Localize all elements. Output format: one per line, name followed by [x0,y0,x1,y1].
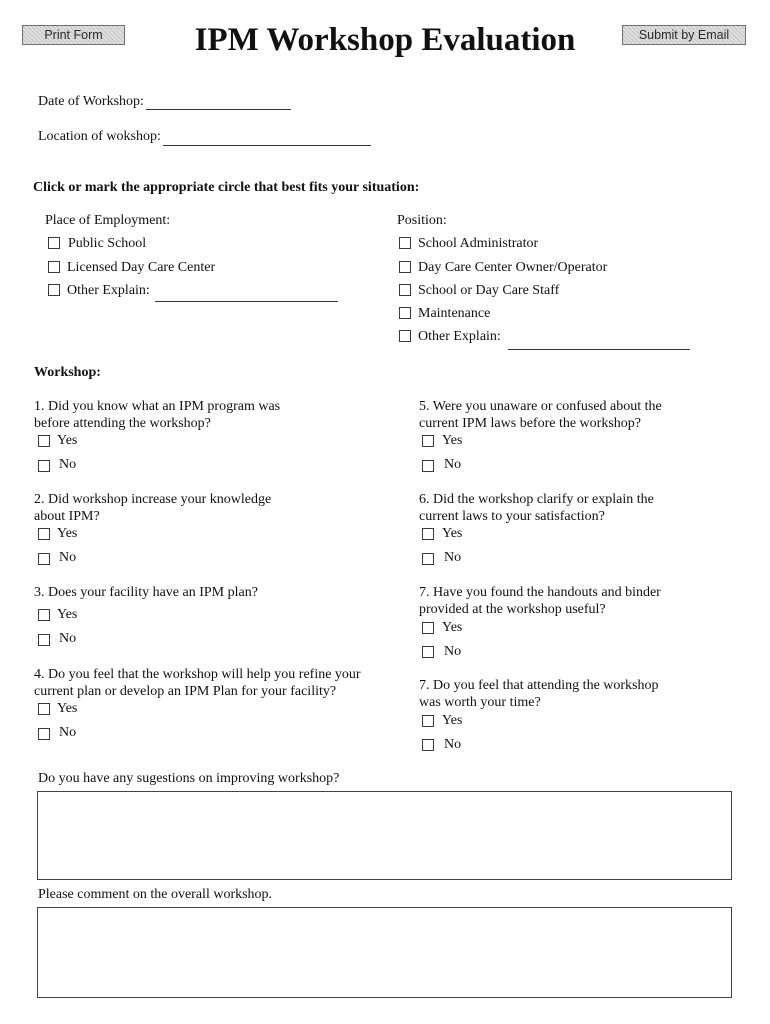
location-field[interactable] [163,145,371,146]
q1-no-checkbox[interactable] [38,460,50,472]
page-title: IPM Workshop Evaluation [194,22,576,58]
checkbox-school-staff[interactable] [399,284,411,296]
question-2: 2. Did workshop increase your knowledge about IPM? [34,492,272,524]
q2-no-label: No [59,550,77,565]
q3-no-checkbox[interactable] [38,634,50,646]
checkbox-licensed-day-care[interactable] [48,261,60,273]
question-6: 6. Did the workshop clarify or explain the current laws to your satisfaction? [419,492,654,524]
q4-yes-checkbox[interactable] [38,703,50,715]
option-school-staff: School or Day Care Staff [418,283,560,298]
question-3: 3. Does your facility have an IPM plan? [34,585,258,600]
q4-no-label: No [59,725,77,740]
q7a-yes-checkbox[interactable] [422,622,434,634]
q5-yes-checkbox[interactable] [422,435,434,447]
location-label: Location of wokshop: [38,129,161,144]
checkbox-school-administrator[interactable] [399,237,411,249]
submit-by-email-button[interactable]: Submit by Email [622,25,746,45]
q5-no-label: No [444,457,462,472]
q3-yes-checkbox[interactable] [38,609,50,621]
checkbox-day-care-owner[interactable] [399,261,411,273]
employment-label: Place of Employment: [45,213,171,228]
checkbox-maintenance[interactable] [399,307,411,319]
option-position-other: Other Explain: [418,329,501,344]
question-5: 5. Were you unaware or confused about the current IPM laws before the workshop? [419,399,662,431]
option-school-administrator: School Administrator [418,236,539,251]
checkbox-public-school[interactable] [48,237,60,249]
option-public-school: Public School [68,236,147,251]
date-field[interactable] [146,109,291,110]
workshop-section-label: Workshop: [34,365,101,380]
date-label: Date of Workshop: [38,94,144,109]
q5-no-checkbox[interactable] [422,460,434,472]
print-form-button[interactable]: Print Form [22,25,125,45]
position-other-explain-field[interactable] [508,349,690,350]
option-day-care-owner: Day Care Center Owner/Operator [418,260,608,275]
q4-yes-label: Yes [57,701,78,716]
q6-no-checkbox[interactable] [422,553,434,565]
checkbox-employment-other[interactable] [48,284,60,296]
instruction-text: Click or mark the appropriate circle that best fits your situation: [33,180,420,195]
question-7-handouts: 7. Have you found the handouts and binder provided at the workshop useful? [419,585,661,617]
q6-yes-label: Yes [442,526,463,541]
position-label: Position: [397,213,447,228]
q3-yes-label: Yes [57,607,78,622]
comment-label: Please comment on the overall workshop. [38,887,273,902]
suggestions-label: Do you have any sugestions on improving workshop? [38,771,340,786]
q7a-yes-label: Yes [442,620,463,635]
question-4: 4. Do you feel that the workshop will help you refine your current plan or develop an IPM Plan for your facility? [34,667,361,699]
q6-no-label: No [444,550,462,565]
q7b-yes-label: Yes [442,713,463,728]
q2-yes-checkbox[interactable] [38,528,50,540]
q2-yes-label: Yes [57,526,78,541]
option-licensed-day-care: Licensed Day Care Center [67,260,216,275]
q1-yes-checkbox[interactable] [38,435,50,447]
comment-textarea[interactable] [37,907,732,998]
employment-other-explain-field[interactable] [155,301,338,302]
q1-yes-label: Yes [57,433,78,448]
q1-no-label: No [59,457,77,472]
checkbox-position-other[interactable] [399,330,411,342]
q6-yes-checkbox[interactable] [422,528,434,540]
option-maintenance: Maintenance [418,306,491,321]
q5-yes-label: Yes [442,433,463,448]
q3-no-label: No [59,631,77,646]
q2-no-checkbox[interactable] [38,553,50,565]
option-employment-other: Other Explain: [67,283,150,298]
q7a-no-checkbox[interactable] [422,646,434,658]
question-7-worth: 7. Do you feel that attending the workshop was worth your time? [419,678,659,710]
question-1: 1. Did you know what an IPM program was before attending the workshop? [34,399,281,431]
q7b-no-checkbox[interactable] [422,739,434,751]
q7b-no-label: No [444,737,462,752]
q4-no-checkbox[interactable] [38,728,50,740]
q7b-yes-checkbox[interactable] [422,715,434,727]
suggestions-textarea[interactable] [37,791,732,880]
q7a-no-label: No [444,644,462,659]
